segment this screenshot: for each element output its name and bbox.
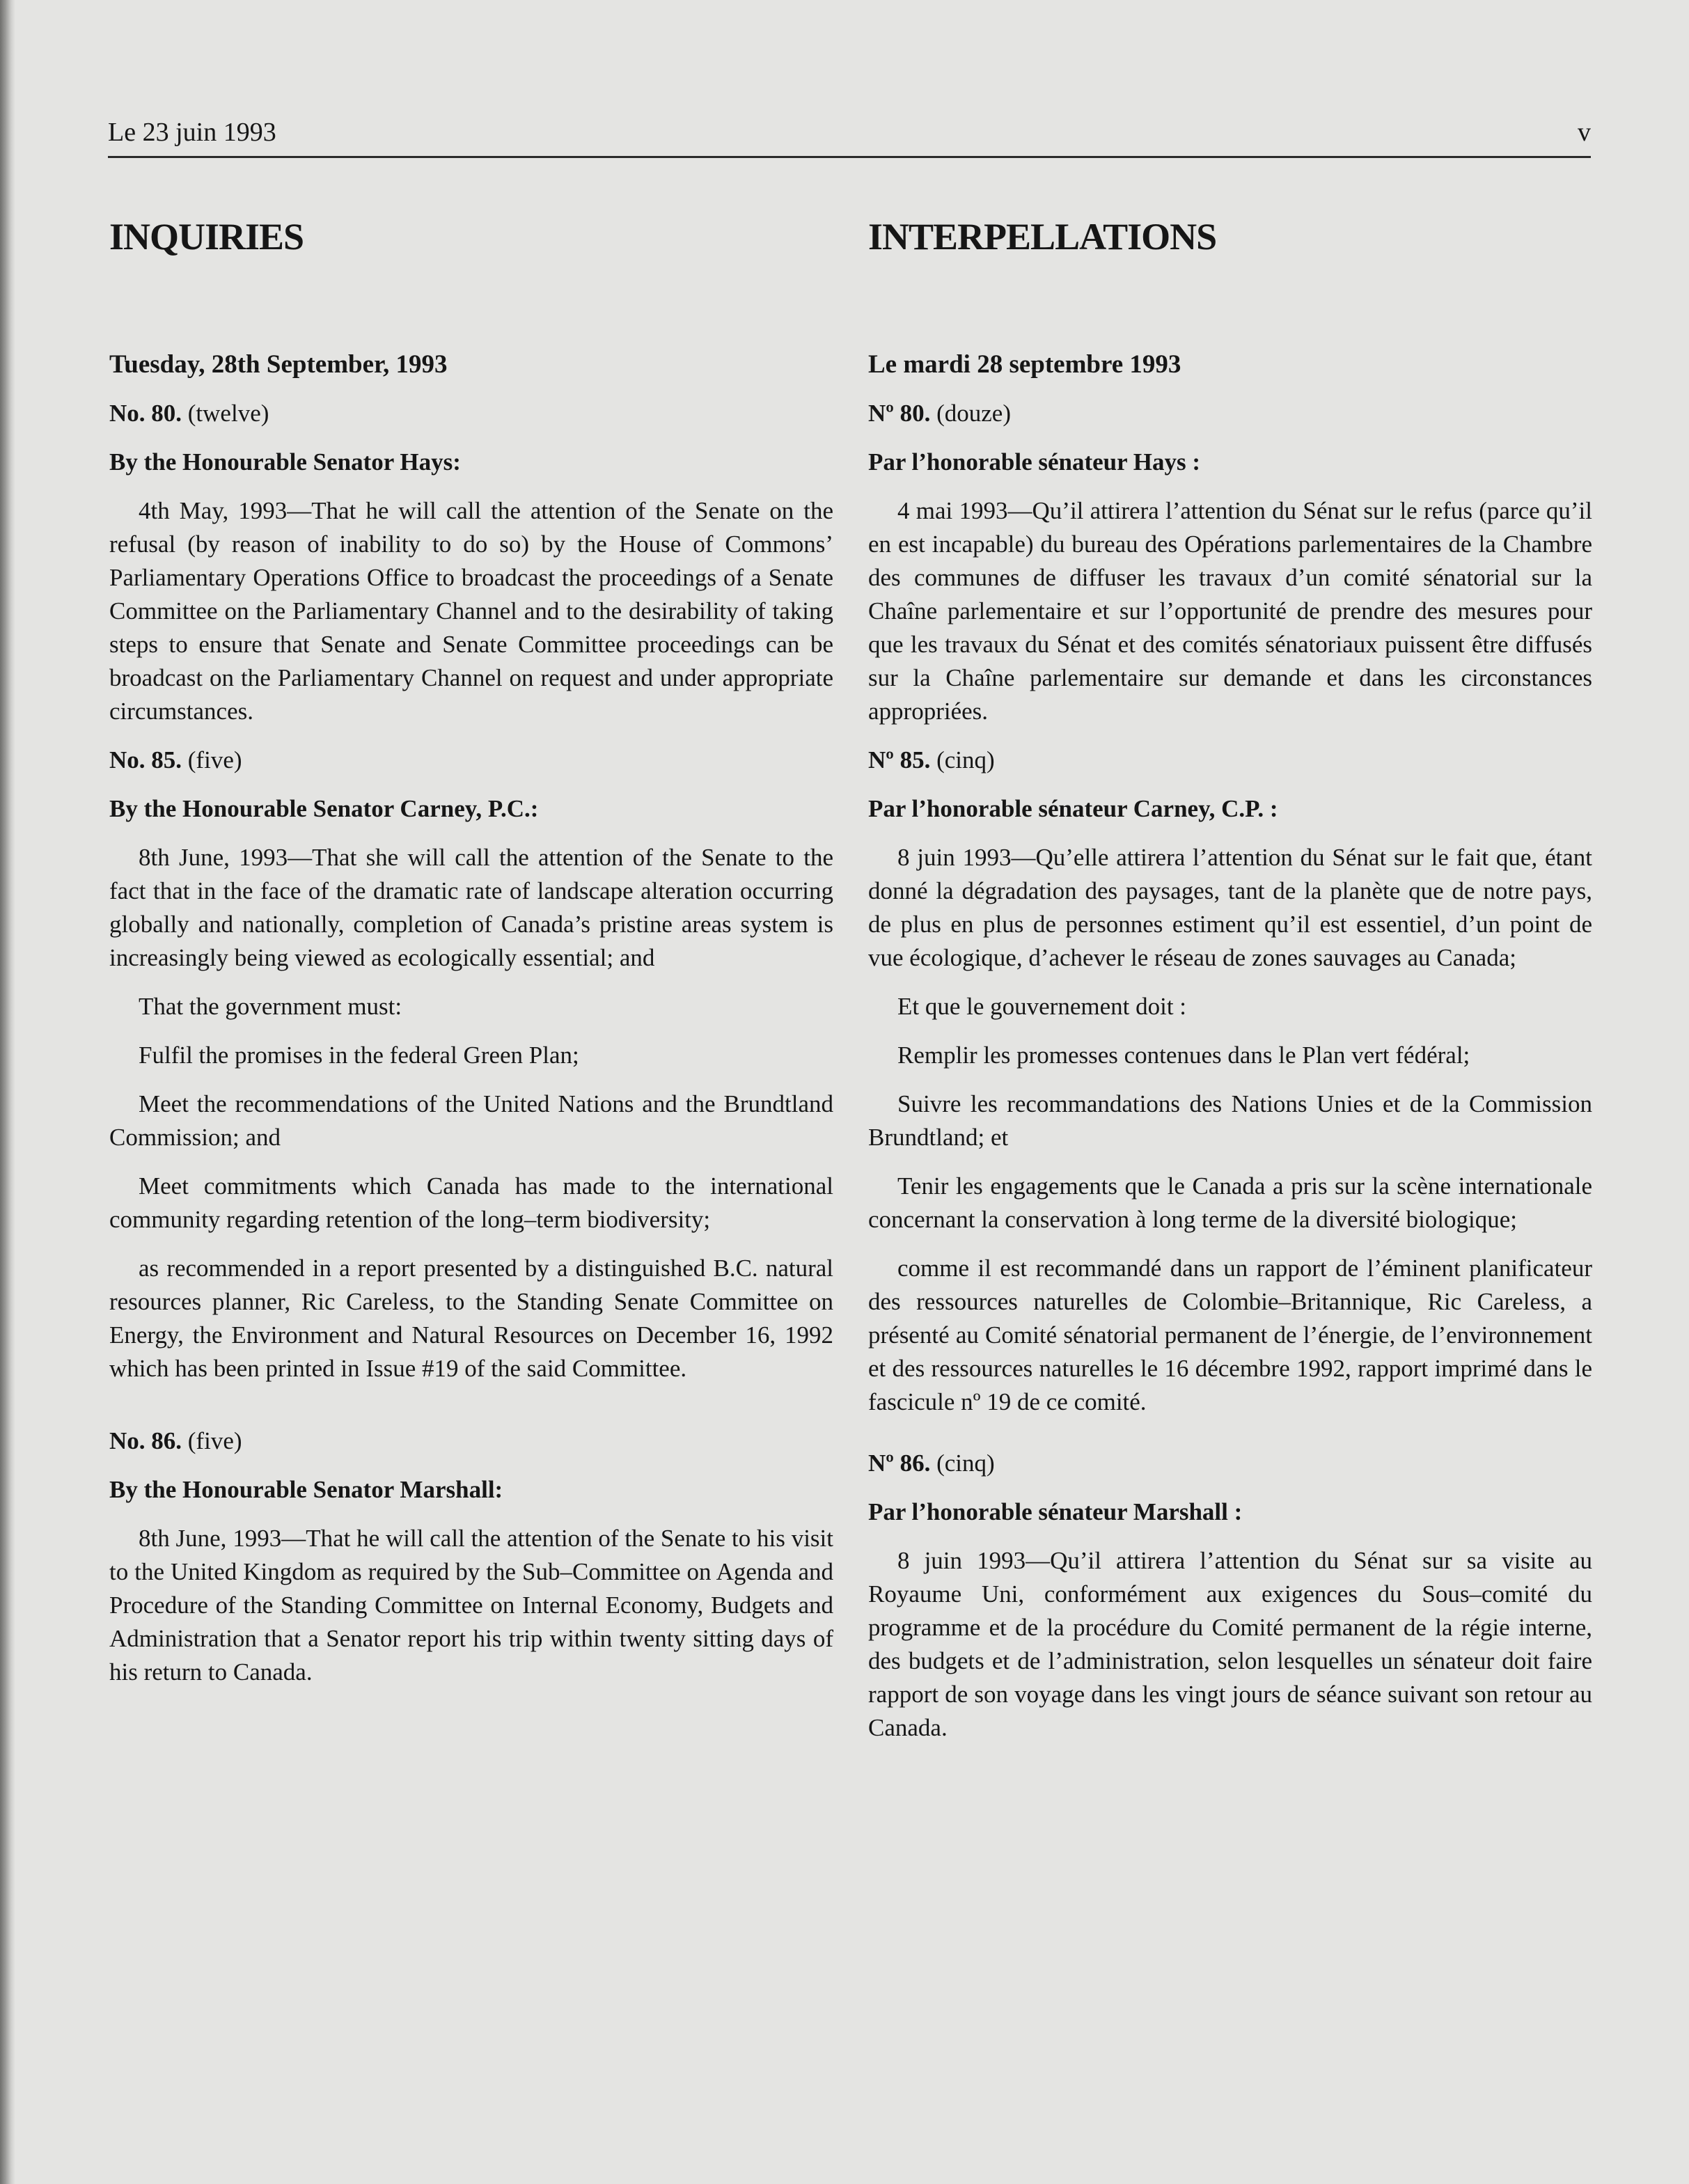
inquiry-item <box>109 397 833 728</box>
item-paragraph: Et que le gouvernement doit : <box>897 993 1187 1020</box>
item-paragraph: 8th June, 1993—That he will call the attention of the Senate to his visit to the United Kingdom as required by the Sub–Committee on Agenda and Procedure of the Standing Committee on Internal Economy, Budgets and Administration that a Senator report his trip within twenty sitting days of his return to Canada. <box>109 1525 833 1686</box>
item-count: (five) <box>187 1427 242 1454</box>
english-column <box>109 209 833 1704</box>
item-sponsor: Par l’honorable sénateur Carney, C.P. : <box>868 795 1278 822</box>
section-heading: INQUIRIES <box>109 216 304 258</box>
item-paragraph: Fulfil the promises in the federal Green Plan; <box>139 1042 579 1069</box>
item-paragraph: comme il est recommandé dans un rapport de l’éminent planificateur des ressources naturelles de Colombie–Britannique, Ric Careless, a présenté au Comité sénatorial permanent de l’énergie, de l’environnement et des ressources naturelles le 16 décembre 1992, rapport imprimé dans le fascicule nº 19 de ce comité. <box>868 1255 1592 1415</box>
item-paragraph: as recommended in a report presented by a distinguished B.C. natural resources planner, Ric Careless, to the Standing Senate Committee on Energy, the Environment and Natural Resources on December 16, 1992 which has been printed in Issue #19 of the said Committee. <box>109 1255 833 1382</box>
item-number-line <box>109 1424 833 1458</box>
item-paragraph: 8 juin 1993—Qu’elle attirera l’attention du Sénat sur le fait que, étant donné la dégradation des paysages, tant de la planète que de notre pays, de plus en plus de personnes estiment qu’il est essentiel, d’un point de vue écologique, d’achever le réseau de zones sauvages au Canada; <box>868 844 1592 971</box>
item-number-line <box>868 744 1592 777</box>
item-count: (five) <box>187 746 242 773</box>
item-paragraph: 4th May, 1993—That he will call the attention of the Senate on the refusal (by reason of inability to do so) by the House of Commons’ Parliamentary Operations Office to broadcast the proceedings of a Senate Committee on the Parliamentary Channel and to the desirability of taking steps to ensure that Senate and Senate Committee proceedings can be broadcast on the Parliamentary Channel on request and under appropriate circumstances. <box>109 497 833 725</box>
item-paragraph: That the government must: <box>139 993 402 1020</box>
item-number: Nº 85. <box>868 746 931 773</box>
item-number: Nº 86. <box>868 1450 931 1477</box>
item-number-line <box>868 397 1592 430</box>
item-sponsor: By the Honourable Senator Marshall: <box>109 1476 503 1503</box>
item-paragraph: 8th June, 1993—That she will call the attention of the Senate to the fact that in the face of the dramatic rate of landscape alteration occurring globally and nationally, completion of Canada’s pristine areas system is increasingly being viewed as ecologically essential; and <box>109 844 833 971</box>
item-paragraph: 8 juin 1993—Qu’il attirera l’attention du Sénat sur sa visite au Royaume Uni, conformément aux exigences du Sous–comité du programme et de la procédure du Comité permanent de la régie interne, des budgets et de l’administration, selon lesquelles un sénateur doit faire rapport de son voyage dans les vingt jours de séance suivant son retour au Canada. <box>868 1547 1592 1741</box>
item-number-line <box>868 1447 1592 1480</box>
item-sponsor: Par l’honorable sénateur Hays : <box>868 448 1201 476</box>
item-paragraph: Meet commitments which Canada has made to the international community regarding retention of the long–term biodiversity; <box>109 1172 833 1233</box>
inquiry-item <box>109 744 833 1385</box>
inquiry-item <box>868 744 1592 1419</box>
item-count: (douze) <box>936 400 1011 427</box>
item-paragraph: Meet the recommendations of the United Nations and the Brundtland Commission; and <box>109 1090 833 1151</box>
item-paragraph: 4 mai 1993—Qu’il attirera l’attention du Sénat sur le refus (parce qu’il en est incapable) du bureau des Opérations parlementaires de la Chambre des communes de diffuser les travaux d’un comité sénatorial sur la Chaîne parlementaire et sur l’opportunité de prendre des mesures pour que les travaux du Sénat et des comités sénatoriaux puissent être diffusés sur la Chaîne parlementaire sur demande et dans les circonstances appropriées. <box>868 497 1592 725</box>
item-count: (twelve) <box>187 400 269 427</box>
item-number-line <box>109 397 833 430</box>
page-binding-shadow <box>0 0 15 2184</box>
item-sponsor: By the Honourable Senator Hays: <box>109 448 461 476</box>
item-paragraph: Tenir les engagements que le Canada a pris sur la scène internationale concernant la conservation à long terme de la diversité biologique; <box>868 1172 1592 1233</box>
item-sponsor: Par l’honorable sénateur Marshall : <box>868 1498 1243 1525</box>
inquiry-item <box>868 397 1592 728</box>
item-number-line <box>109 744 833 777</box>
item-number: Nº 80. <box>868 400 931 427</box>
item-count: (cinq) <box>936 1450 995 1477</box>
item-paragraph: Suivre les recommandations des Nations Unies et de la Commission Brundtland; et <box>868 1090 1592 1151</box>
section-heading: INTERPELLATIONS <box>868 216 1217 258</box>
header-date: Le 23 juin 1993 <box>108 118 276 147</box>
french-column <box>868 209 1592 1760</box>
inquiry-item <box>109 1424 833 1689</box>
sitting-date: Le mardi 28 septembre 1993 <box>868 350 1181 379</box>
item-number: No. 80. <box>109 400 182 427</box>
inquiry-item <box>868 1447 1592 1745</box>
page-header <box>108 114 1591 158</box>
item-count: (cinq) <box>936 746 995 773</box>
sitting-date: Tuesday, 28th September, 1993 <box>109 350 448 379</box>
item-number: No. 86. <box>109 1427 182 1454</box>
item-paragraph: Remplir les promesses contenues dans le Plan vert fédéral; <box>897 1042 1470 1069</box>
page-number: v <box>1578 118 1591 147</box>
item-number: No. 85. <box>109 746 182 773</box>
item-sponsor: By the Honourable Senator Carney, P.C.: <box>109 795 539 822</box>
